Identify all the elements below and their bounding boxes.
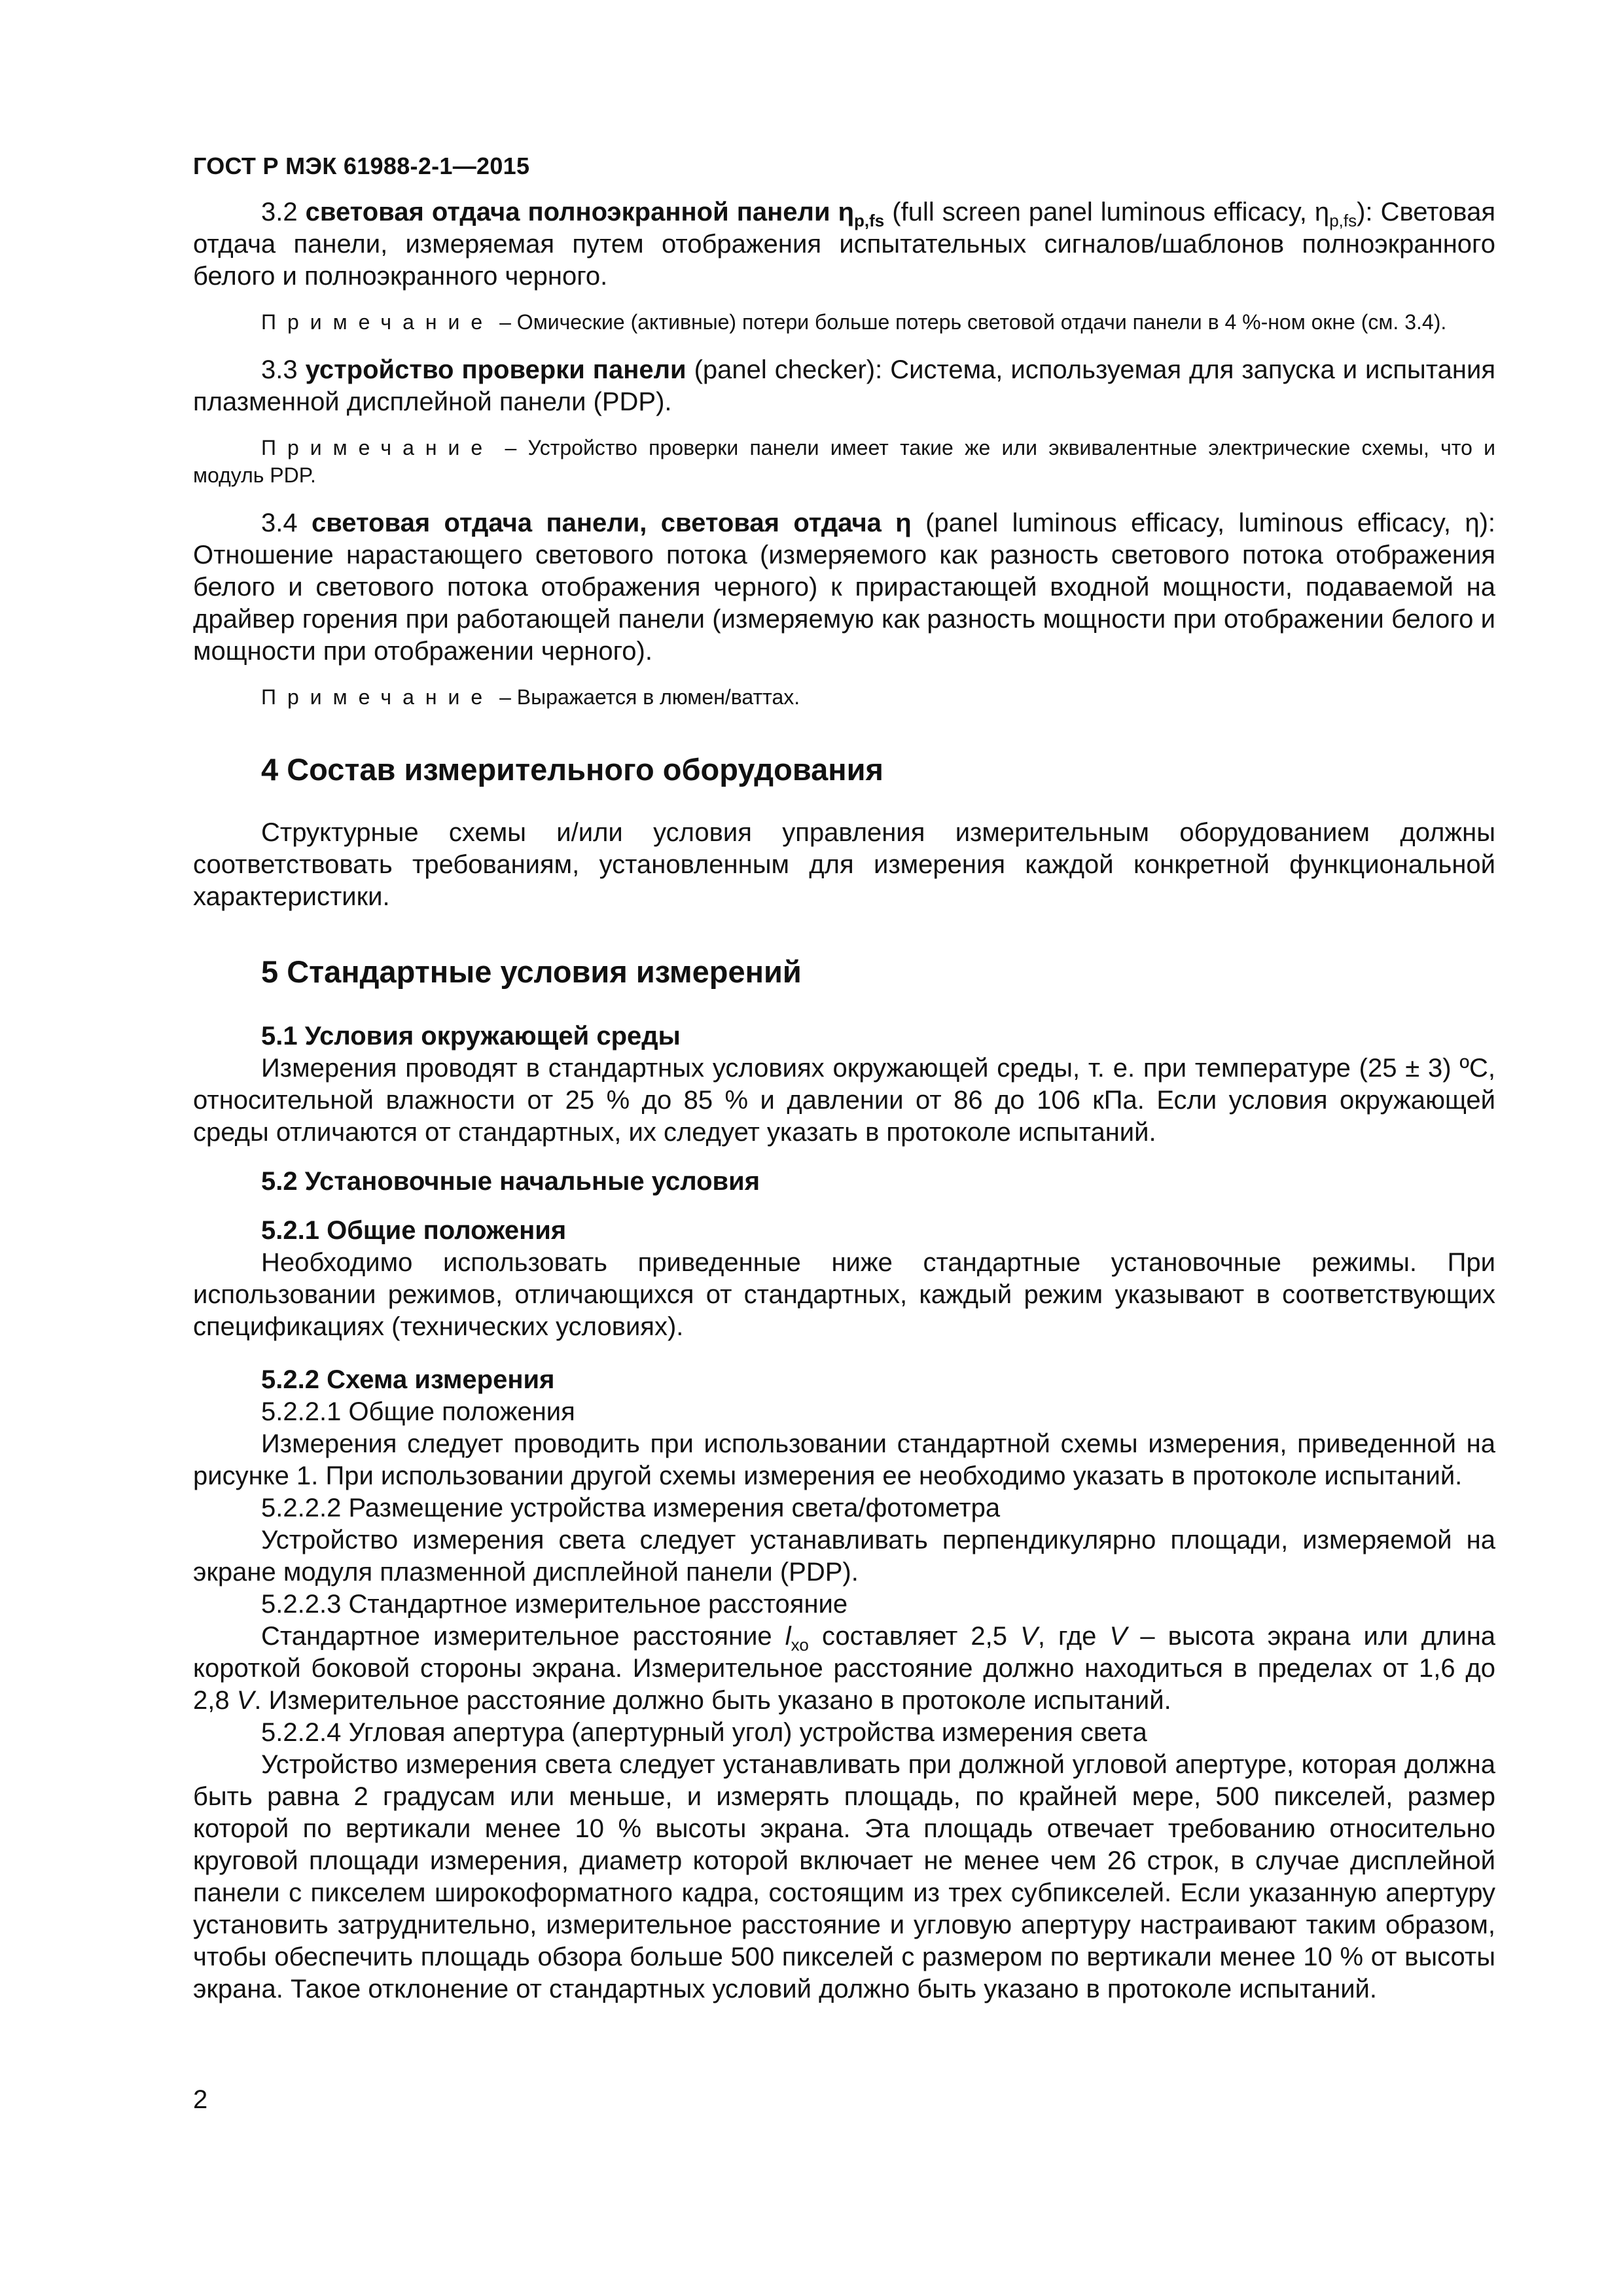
subsection-5-1-heading: 5.1 Условия окружающей среды xyxy=(261,1022,681,1050)
clause-5-2-2-1-text: Измерения следует проводить при использовании стандартной схемы измерения, приведенной на рисунке 1. При использовании другой схемы измерения ее необходимо указать в протоколе испытаний. xyxy=(193,1429,1495,1490)
term: световая отдача полноэкранной панели $\eta_{p,fs}$ xyxy=(305,198,885,230)
clause-5-2-2-3-heading: 5.2.2.3 Стандартное измерительное расстояние xyxy=(261,1590,848,1619)
subsection-5-2-1-text: Необходимо использовать приведенные ниже стандартные установочные режимы. При использовании режимов, отличающихся от стандартных, каждый режим указывают в соответствующих спецификациях (технических условиях). xyxy=(193,1248,1495,1341)
page-number: 2 xyxy=(193,2085,208,2114)
subsection-5-2-2-heading: 5.2.2 Схема измерения xyxy=(261,1365,555,1394)
standard-header: ГОСТ Р МЭК 61988-2-1—2015 xyxy=(193,152,530,179)
clause-5-2-2-4-heading: 5.2.2.4 Угловая апертура (апертурный угол) устройства измерения света xyxy=(261,1718,1147,1747)
clause-5-2-2-4-text: Устройство измерения света следует устанавливать при должной угловой апертуре, которая должна быть равна 2 градусам или меньше, и измерять площадь, по крайней мере, 500 пикселей, размер которой по вертикали менее 10 % высоты экрана. Эта площадь отвечает требованию относительно круговой площади измерения, диаметр которой включает не менее чем 26 строк, в случае дисплейной панели с пикселем широкоформатного кадра, состоящим из трех субпикселей. Если указанную апертуру установить затруднительно, измерительное расстояние и угловую апертуру настраивают таким образом, чтобы обеспечить площадь обзора больше 500 пикселей с размером по вертикали менее 10 % от высоты экрана. Такое отклонение от стандартных условий должно быть указано в протоколе испытаний. xyxy=(193,1750,1495,2003)
subsection-5-1-text: Измерения проводят в стандартных условиях окружающей среды, т. е. при температуре (25 ± 3) ºС, относительной влажности от 25 % до 85 % и давлении от 86 до 106 кПа. Если условия окружающей среды отличаются от стандартных, их следует указать в протоколе испытаний. xyxy=(193,1054,1495,1147)
definition-3-4: 3.4 световая отдача панели, световая отдача η (panel luminous efficacy, luminous efficacy, η): Отношение нарастающего светового потока (измеряемого как разность светового потока отображения белого и светового потока отображения черного) к прирастающей входной мощности, подаваемой на драйвер горения при работающей панели (измеряемую как разность мощности при отображении белого и мощности при отображении черного). xyxy=(193,509,1496,666)
clause-5-2-2-1-heading: 5.2.2.1 Общие положения xyxy=(261,1397,575,1426)
page-content xyxy=(193,196,1495,2005)
note-label: Примечание xyxy=(261,310,494,334)
clause-5-2-2-3-text: Стандартное измерительное расстояние $l_{хо}$ составляет 2,5 V, где V – высота экрана или длина короткой боковой стороны экрана. Измерительное расстояние должно находиться в пределах от 1,6 до 2,8 V. Измерительное расстояние должно быть указано в протоколе испытаний. xyxy=(193,1622,1496,1715)
note: Примечание – Устройство проверки панели имеет такие же или эквивалентные электрические схемы, что и модуль PDP. xyxy=(193,436,1495,487)
definition-3-2: 3.2 световая отдача полноэкранной панели $\eta_{p,fs}$ (full screen panel luminous efficacy, $\eta_{p,fs}$): Световая отдача панели, измеряемая путем отображения испытательных сигналов/шаблонов полноэкранного белого и полноэкранного черного. xyxy=(193,198,1496,291)
note-label: Примечание xyxy=(261,436,494,459)
subsection-5-2-heading: 5.2 Установочные начальные условия xyxy=(261,1167,760,1196)
section-4-heading: 4 Состав измерительного оборудования xyxy=(261,752,883,787)
note: Примечание – Омические (активные) потери больше потерь световой отдачи панели в 4 %-ном окне (см. 3.4). xyxy=(261,310,1447,334)
term: световая отдача панели, световая отдача η xyxy=(311,509,912,537)
clause-5-2-2-2-heading: 5.2.2.2 Размещение устройства измерения света/фотометра xyxy=(261,1494,1001,1522)
definition-3-3: 3.3 устройство проверки панели (panel checker): Система, используемая для запуска и испытания плазменной дисплейной панели (PDP). xyxy=(193,355,1496,416)
note: Примечание – Выражается в люмен/ваттах. xyxy=(261,685,800,709)
clause-5-2-2-2-text: Устройство измерения света следует устанавливать перпендикулярно площади, измеряемой на экране модуля плазменной дисплейной панели (PDP). xyxy=(193,1526,1495,1587)
section-5-heading: 5 Стандартные условия измерений xyxy=(261,954,802,989)
term: устройство проверки панели xyxy=(305,355,687,384)
subsection-5-2-1-heading: 5.2.1 Общие положения xyxy=(261,1216,567,1245)
section-4-text: Структурные схемы и/или условия управления измерительным оборудованием должны соответствовать требованиям, установленным для измерения каждой конкретной функциональной характеристики. xyxy=(193,818,1495,911)
note-label: Примечание xyxy=(261,685,494,709)
